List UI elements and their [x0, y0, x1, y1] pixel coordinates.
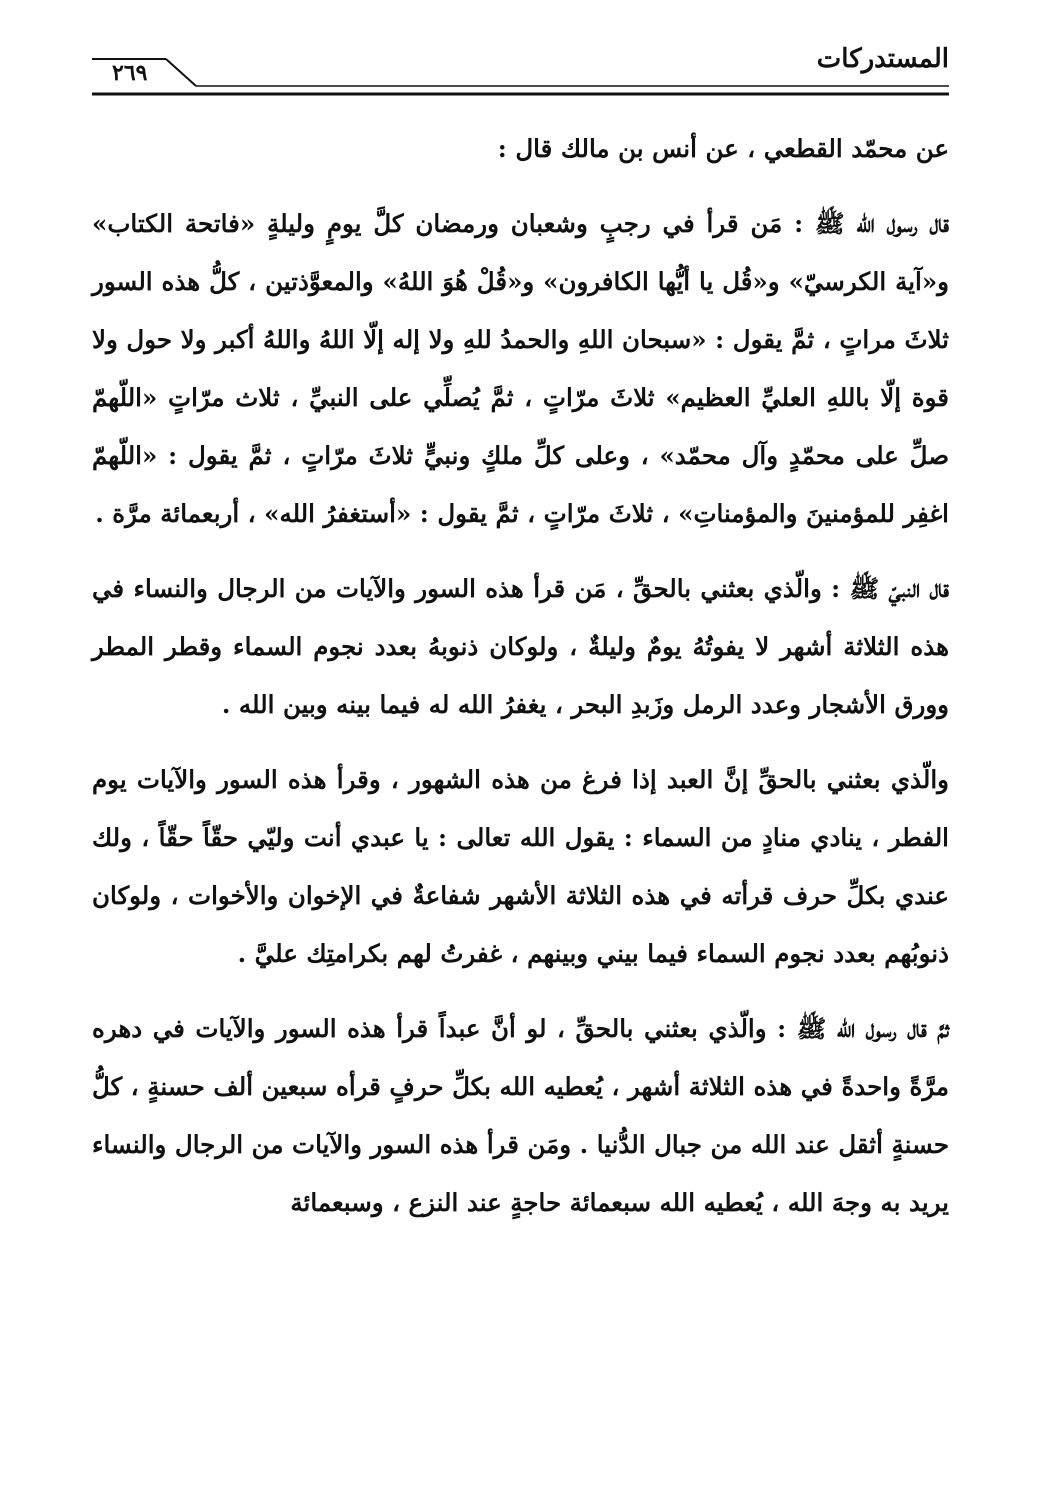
- paragraph-hadith-1: [92, 195, 949, 543]
- page-header: [92, 40, 949, 100]
- paragraph-lead: قال النبيّ ﷺ :: [831, 574, 950, 603]
- paragraph-hadith-3: [92, 751, 949, 983]
- paragraph-text: والّذي بعثني بالحقِّ ، مَن قرأ هذه السور والآيات من الرجال والنساء في هذه الثلاثة أشهر لا يفوتُهُ يومٌ وليلةٌ ، ولوكان ذنوبهُ بعدد نجوم السماء وقطر المطر وورق الأشجار وعدد الرمل وزَبدِ البحر ، يغفرُ الله له فيما بينه وبين الله .: [92, 574, 949, 719]
- paragraph-hadith-4: [92, 1000, 949, 1232]
- paragraph-text: والّذي بعثني بالحقِّ إنَّ العبد إذا فرغ من هذه الشهور ، وقرأ هذه السور والآيات يوم الفطر ، ينادي منادٍ من السماء : يقول الله تعالى : يا عبدي أنت وليّي حقّاً حقّاً ، ولك عندي بكلِّ حرف قرأته في هذه الثلاثة الأشهر شفاعةٌ في الإخوان والأخوات ، ولوكان ذنوبُهم بعدد نجوم السماء فيما بيني وبينهم ، غفرتُ لهم بكرامتِك عليَّ .: [92, 765, 949, 968]
- paragraph-isnad: [92, 120, 949, 178]
- paragraph-lead: ثمَّ قال رسول الله ﷺ :: [777, 1014, 949, 1043]
- paragraph-lead: قال رسول الله ﷺ :: [794, 209, 949, 238]
- paragraph-text: والّذي بعثني بالحقِّ ، لو أنَّ عبداً قرأ هذه السور والآيات في دهره مرَّةً واحدةً في هذه الثلاثة أشهر ، يُعطيه الله بكلِّ حرفٍ قرأه سبعين ألف حسنةٍ ، كلُّ حسنةٍ أثقل عند الله من جبال الدُّنيا . ومَن قرأ هذه السور والآيات من الرجال والنساء يريد به وجهَ الله ، يُعطيه الله سبعمائة حاجةٍ عند النزع ، وسبعمائة: [92, 1014, 949, 1217]
- page-number: ٢٦٩: [112, 60, 148, 86]
- page-body: [92, 120, 949, 1249]
- paragraph-text: مَن قرأ في رجبٍ وشعبان ورمضان كلَّ يومٍ وليلةٍ «فاتحة الكتاب» و«آية الكرسيّ» و«قُل يا أيُّها الكافرون» و«قُلْ هُوَ اللهُ» والمعوَّذتين ، كلُّ هذه السور ثلاثَ مراتٍ ، ثمَّ يقول : «سبحان اللهِ والحمدُ للهِ ولا إله إلّا اللهُ واللهُ أكبر ولا حول ولا قوة إلّا باللهِ العليِّ العظيم» ثلاثَ مرّاتٍ ، ثمَّ يُصلِّي على النبيِّ ، ثلاث مرّاتٍ «اللّهمّ صلِّ على محمّدٍ وآل محمّد» ، وعلى كلِّ ملكٍ ونبيٍّ ثلاثَ مرّاتٍ ، ثمَّ يقول : «اللّهمّ اغفِر للمؤمنينَ والمؤمناتِ» ، ثلاثَ مرّاتٍ ، ثمَّ يقول : «أستغفرُ الله» ، أربعمائة مرَّة .: [92, 209, 949, 528]
- running-title: المستدركات: [816, 44, 949, 74]
- paragraph-text: عن محمّد القطعي ، عن أنس بن مالك قال :: [497, 134, 949, 163]
- paragraph-hadith-2: [92, 560, 949, 734]
